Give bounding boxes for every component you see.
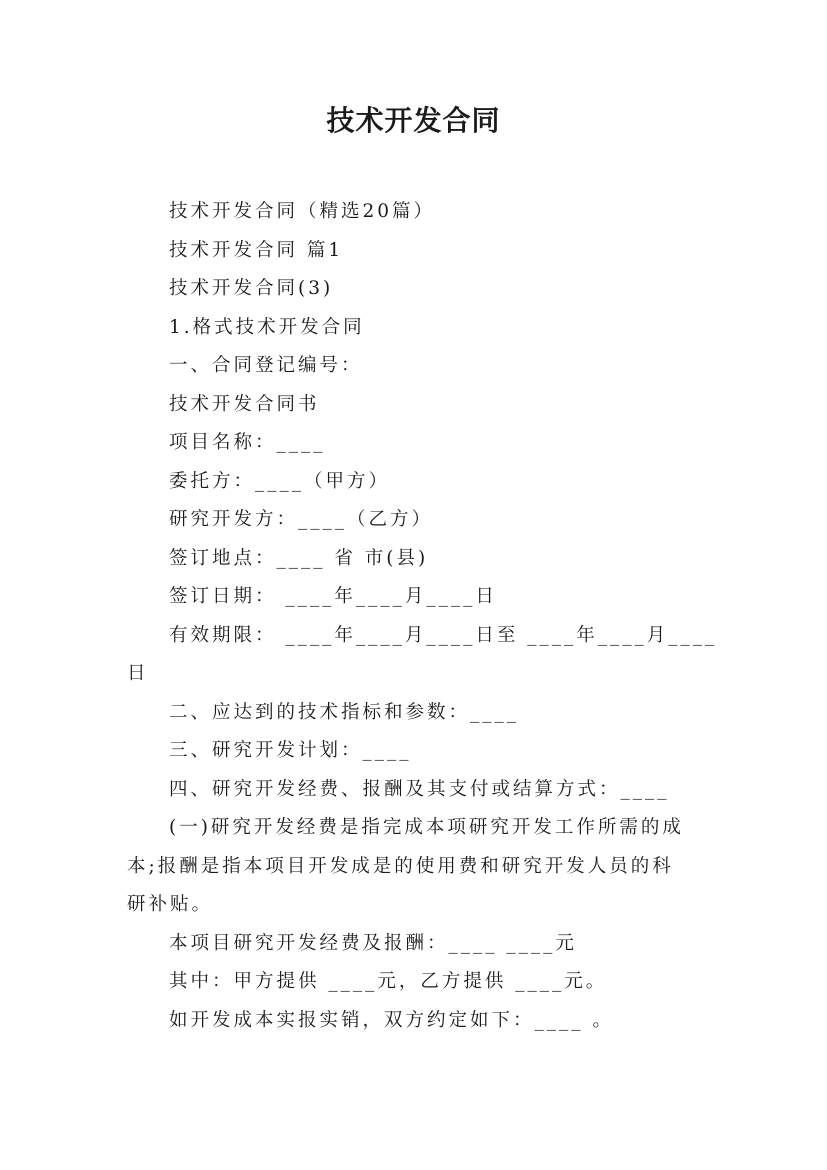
paragraph-line: 项目名称：____ — [169, 432, 326, 453]
paragraph-line: 1.格式技术开发合同 — [169, 316, 365, 338]
paragraph-line: 技术开发合同(3) — [169, 278, 334, 299]
paragraph-line: 技术开发合同（精选20篇） — [169, 201, 436, 222]
paragraph-line: 研究开发方：____（乙方） — [169, 509, 434, 530]
paragraph-line: 本项目研究开发经费及报酬：____ ____元 — [169, 932, 577, 954]
paragraph-line: 其中：甲方提供 ____元，乙方提供 ____元。 — [169, 971, 608, 992]
paragraph-line: 四、研究开发经费、报酬及其支付或结算方式：____ — [169, 778, 670, 800]
paragraph-line: 一、合同登记编号： — [169, 355, 363, 376]
paragraph-line: 有效期限： ____年____月____日至 ____年____月____ — [169, 624, 718, 646]
paragraph-line: 三、研究开发计划：____ — [169, 740, 412, 761]
paragraph-line: 二、应达到的技术指标和参数：____ — [169, 701, 520, 723]
paragraph-line: 技术开发合同书 — [169, 393, 320, 415]
paragraph-line: 如开发成本实报实销，双方约定如下：____ 。 — [169, 1009, 614, 1031]
paragraph-line: 签订日期： ____年____月____日 — [169, 586, 497, 607]
paragraph-line: 签订地点：____ 省 市(县) — [169, 547, 429, 569]
paragraph-line: 日 — [127, 663, 149, 684]
paragraph-line: 研补贴。 — [127, 894, 214, 915]
paragraph-line: 委托方：____（甲方） — [169, 470, 391, 492]
paragraph-line: 技术开发合同 篇1 — [169, 239, 344, 261]
document-title: 技术开发合同 — [326, 104, 501, 137]
document-body — [127, 193, 718, 1040]
paragraph-line: 本;报酬是指本项目开发成是的使用费和研究开发人员的科 — [127, 855, 674, 877]
paragraph-line: (一)研究开发经费是指完成本项研究开发工作所需的成 — [169, 817, 684, 838]
